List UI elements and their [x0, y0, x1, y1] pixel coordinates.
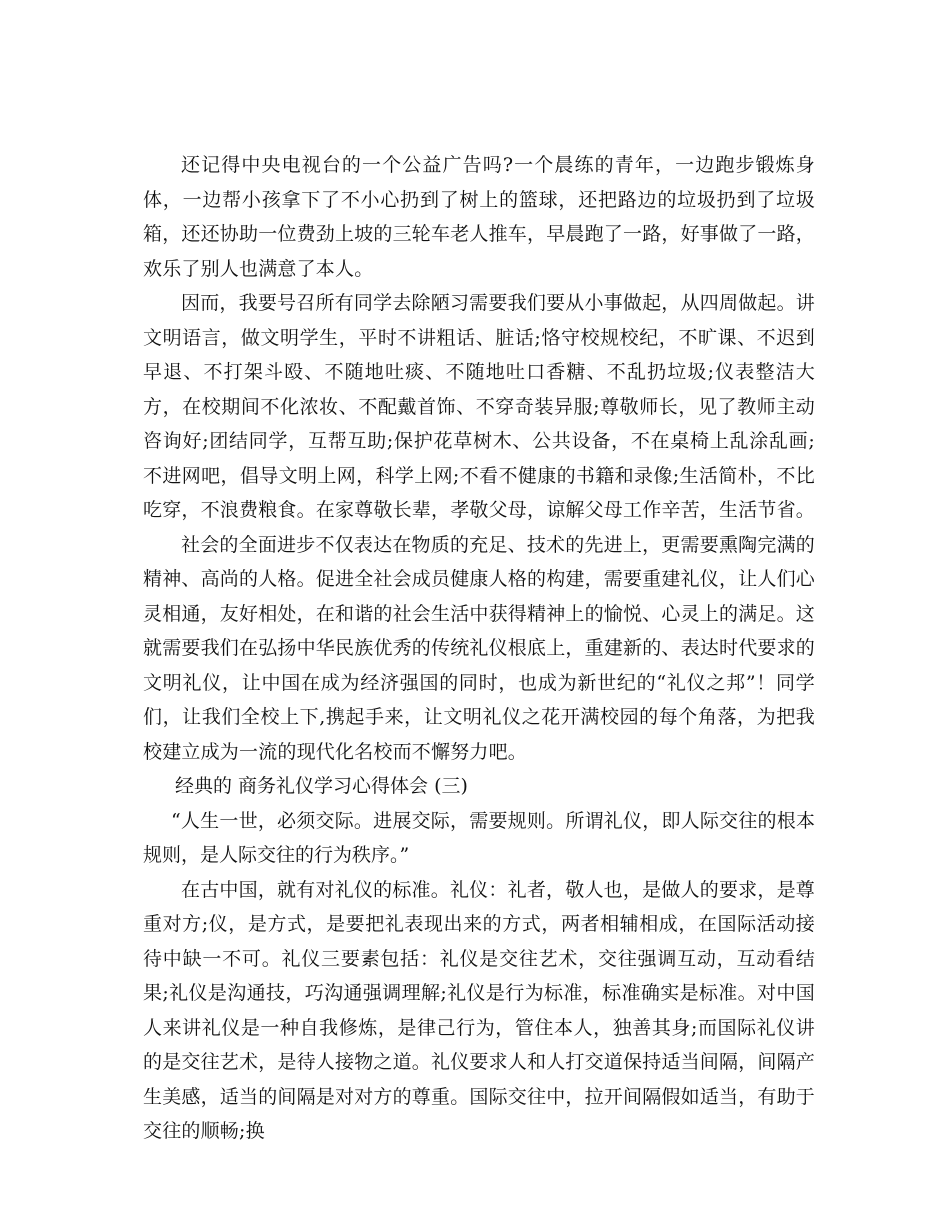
paragraph-call-to-action: 因而，我要号召所有同学去除陋习需要我们要从小事做起，从四周做起。讲文明语言，做文明学生，平时不讲粗话、脏话;恪守校规校纪，不旷课、不迟到早退、不打架斗殴、不随地吐痰、不随地吐口香糖、不乱扔垃圾;仪表整洁大方，在校期间不化浓妆、不配戴首饰、不穿奇装异服;尊敬师长，见了教师主动咨询好;团结同学，互帮互助;保护花草树木、公共设备，不在桌椅上乱涂乱画;不进网吧，倡导文明上网，科学上网;不看不健康的书籍和录像;生活简朴，不比吃穿，不浪费粮食。在家尊敬长辈，孝敬父母，谅解父母工作辛苦，生活节省。 — [143, 292, 816, 521]
section-heading: 经典的 商务礼仪学习心得体会 (三) — [175, 775, 468, 797]
paragraph-ancient-china: 在古中国，就有对礼仪的标准。礼仪：礼者，敬人也，是做人的要求，是尊重对方;仪，是方式，是要把礼表现出来的方式，两者相辅相成，在国际活动接待中缺一不可。礼仪三要素包括：礼仪是交往艺术，交往强调互动，互动看结果;礼仪是沟通技，巧沟通强调理解;礼仪是行为标准，标准确实是标准。对中国人来讲礼仪是一种自我修炼，是律己行为，管住本人，独善其身;而国际礼仪讲的是交往艺术，是待人接物之道。礼仪要求人和人打交道保持适当间隔，间隔产生美感，适当的间隔是对对方的尊重。国际交往中，拉开间隔假如适当，有助于交往的顺畅;换 — [143, 878, 816, 1142]
paragraph-social-progress: 社会的全面进步不仅表达在物质的充足、技术的先进上，更需要熏陶完满的精神、高尚的人格。促进全社会成员健康人格的构建，需要重建礼仪，让人们心灵相通，友好相处，在和谐的社会生活中获得精神上的愉悦、心灵上的满足。这就需要我们在弘扬中华民族优秀的传统礼仪根底上，重建新的、表达时代要求的文明礼仪，让中国在成为经济强国的同时，也成为新世纪的“礼仪之邦”！同学们，让我们全校上下,携起手来，让文明礼仪之花开满校园的每个角落，为把我校建立成为一流的现代化名校而不懈努力吧。 — [143, 533, 816, 763]
quote-paragraph: “人生一世，必须交际。进展交际，需要规则。所谓礼仪，即人际交往的根本规则，是人际交往的行为秩序。” — [143, 809, 815, 866]
document-body — [143, 148, 815, 1149]
paragraph-public-ad: 还记得中央电视台的一个公益广告吗?一个晨练的青年，一边跑步锻炼身体，一边帮小孩拿下了不小心扔到了树上的篮球，还把路边的垃圾扔到了垃圾箱，还还协助一位费劲上坡的三轮车老人推车，早晨跑了一路，好事做了一路，欢乐了别人也满意了本人。 — [143, 154, 816, 280]
